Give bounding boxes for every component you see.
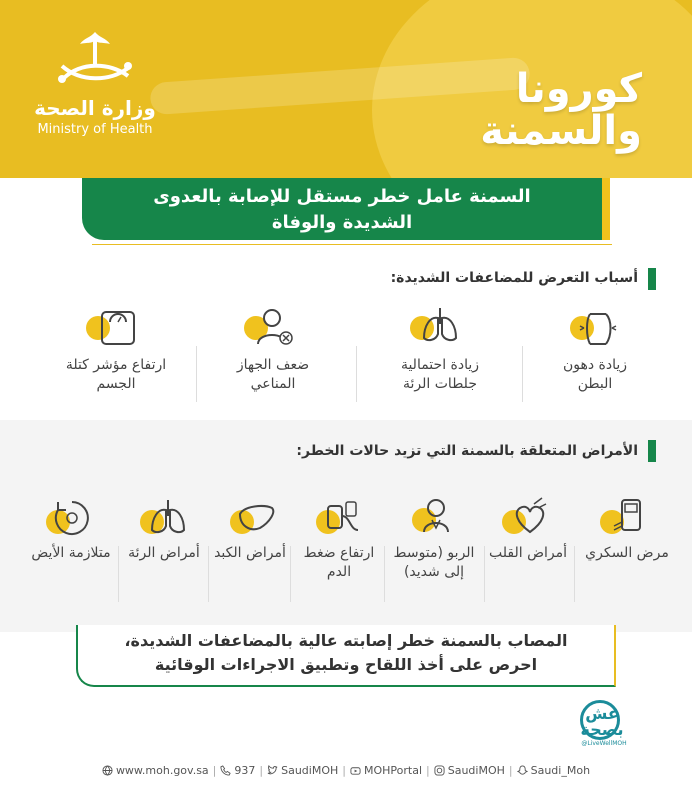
- cause-item-bmi: [46, 300, 186, 400]
- footer-separator: |: [426, 763, 430, 777]
- footer-youtube[interactable]: [350, 764, 422, 777]
- logo-arabic-text: وزارة الصحة: [34, 96, 156, 120]
- item-label: متلازمة الأيض: [31, 545, 111, 561]
- twitter-icon: [267, 765, 278, 776]
- item-label: زيادة احتمالية جلطات الرئة: [400, 357, 480, 392]
- scale-icon: [96, 306, 140, 350]
- footer-website[interactable]: [102, 764, 209, 777]
- footer-phone[interactable]: [220, 764, 255, 777]
- banner-line-2: الشديدة والوفاة: [271, 212, 413, 233]
- instagram-text: SaudiMOH: [447, 763, 505, 777]
- advice-line-2: احرص على أخذ اللقاح وتطبيق الاجراءات الوقائية: [154, 655, 538, 674]
- divider: [484, 546, 485, 602]
- live-well-ar-2: بصحة: [580, 720, 624, 739]
- live-well-handle: @LiveWellMOH: [581, 740, 627, 747]
- item-label: أمراض الرئة: [128, 545, 200, 561]
- youtube-text: MOHPortal: [363, 763, 423, 777]
- section2-title: الأمراض المتعلقة بالسمنة التي تزيد حالات الخطر:: [296, 443, 638, 459]
- advice-line-1: المصاب بالسمنة خطر إصابته عالية بالمضاعفات الشديدة،: [124, 631, 568, 650]
- footer-separator: |: [212, 763, 217, 777]
- footer-separator: |: [508, 763, 513, 777]
- section1-marker: [648, 268, 656, 290]
- divider: [522, 346, 523, 402]
- instagram-icon: [434, 765, 445, 776]
- risk-statement-banner: [82, 178, 610, 240]
- item-label: ارتفاع ضغط الدم: [303, 545, 375, 580]
- live-well-ar-1: عش: [585, 704, 619, 723]
- lungs-icon: [418, 304, 462, 348]
- divider: [208, 546, 209, 602]
- youtube-icon: [350, 765, 361, 776]
- divider: [196, 346, 197, 402]
- disease-item-metabolic: [30, 494, 112, 604]
- phone-text: 937: [234, 763, 256, 777]
- item-label: الربو (متوسط إلى شديد): [393, 545, 475, 580]
- section2-marker: [648, 440, 656, 462]
- disease-item-lungs: [124, 494, 204, 604]
- title-obesity: والسمنة: [480, 108, 642, 154]
- snapchat-icon: [517, 765, 528, 776]
- moh-logo: [30, 30, 160, 150]
- glucose-meter-icon: [606, 496, 650, 540]
- live-well-logo: [558, 700, 658, 750]
- cause-item-lung-clots: [380, 300, 500, 400]
- disease-item-asthma: [388, 494, 480, 604]
- footer-snapchat[interactable]: [517, 764, 590, 777]
- item-label: ارتفاع مؤشر كتلة الجسم: [65, 357, 167, 392]
- divider: [118, 546, 119, 602]
- footer-separator: |: [342, 763, 346, 777]
- footer-twitter[interactable]: [267, 764, 338, 777]
- heart-icon: [508, 496, 552, 540]
- globe-icon: [102, 765, 113, 776]
- weak-immune-person-icon: [252, 304, 296, 348]
- blood-pressure-icon: [320, 496, 364, 540]
- divider: [356, 346, 357, 402]
- palm-swords-emblem-icon: [50, 30, 140, 90]
- divider: [290, 546, 291, 602]
- item-label: أمراض القلب: [489, 545, 567, 561]
- divider: [574, 546, 575, 602]
- disease-item-heart: [488, 494, 568, 604]
- snapchat-text: Saudi_Moh: [530, 763, 591, 777]
- footer-separator: |: [259, 763, 264, 777]
- item-label: أمراض الكبد: [214, 545, 286, 561]
- cause-item-belly-fat: [550, 300, 640, 400]
- item-label: ضعف الجهاز المناعي: [236, 357, 310, 392]
- divider: [384, 546, 385, 602]
- section1-title: أسباب التعرض للمضاعفات الشديدة:: [390, 270, 638, 286]
- footer-instagram[interactable]: [434, 764, 505, 777]
- banner-underline: [92, 244, 612, 245]
- cause-item-weak-immunity: [218, 300, 328, 400]
- website-text: www.moh.gov.sa: [115, 763, 209, 777]
- item-label: زيادة دهون البطن: [562, 357, 628, 392]
- twitter-text: SaudiMOH: [281, 763, 339, 777]
- disease-item-diabetes: [584, 494, 670, 604]
- liver-icon: [234, 498, 278, 542]
- disease-item-blood-pressure: [296, 494, 382, 604]
- logo-english-text: Ministry of Health: [37, 122, 153, 137]
- footer-contacts: [10, 760, 682, 780]
- vaccination-advice-box: [76, 625, 616, 687]
- phone-icon: [220, 765, 231, 776]
- lungs-icon: [146, 496, 190, 540]
- disease-item-liver: [212, 494, 288, 604]
- title-corona: كورونا: [515, 66, 642, 112]
- belly-fat-icon: [576, 306, 620, 350]
- metabolism-icon: [50, 496, 94, 540]
- asthma-icon: [414, 494, 458, 538]
- item-label: مرض السكري: [585, 545, 669, 561]
- banner-line-1: السمنة عامل خطر مستقل للإصابة بالعدوى: [153, 186, 531, 207]
